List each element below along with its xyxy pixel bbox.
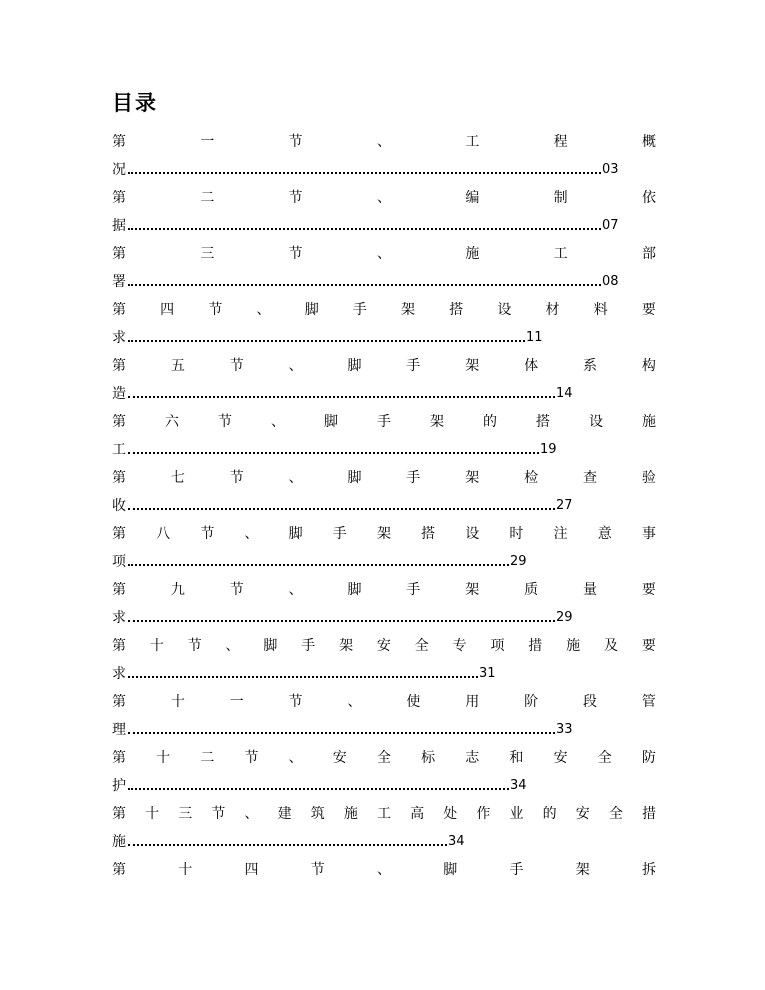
toc-heading-char: 、 — [288, 470, 303, 486]
toc-dot-leader — [126, 548, 510, 576]
toc-heading-char: 三 — [178, 806, 193, 822]
toc-heading-char: 第 — [112, 190, 126, 206]
toc-heading-char: 节 — [229, 358, 244, 374]
toc-entry[interactable] — [112, 576, 656, 632]
toc-heading-char: 筑 — [310, 806, 325, 822]
toc-heading-char: 段 — [583, 694, 597, 710]
toc-heading-char: 第 — [112, 750, 126, 766]
toc-heading-char: 搭 — [449, 302, 464, 318]
toc-heading-char: 第 — [112, 302, 126, 318]
toc-heading-char: 施 — [465, 246, 480, 262]
toc-entry-heading — [112, 576, 656, 604]
toc-heading-char: 要 — [641, 302, 656, 318]
toc-heading-char: 全 — [376, 750, 391, 766]
toc-entry-last-char: 理 — [112, 722, 126, 738]
toc-entry-leader-line — [112, 660, 656, 688]
toc-heading-char: 体 — [524, 358, 539, 374]
toc-heading-char: 三 — [200, 246, 215, 262]
toc-dot-leader — [126, 380, 556, 408]
toc-entry-leader-line — [112, 828, 656, 856]
toc-heading-char: 第 — [112, 806, 126, 822]
toc-heading-char: 脚 — [304, 302, 319, 318]
toc-dot-leader — [126, 604, 556, 632]
toc-heading-char: 、 — [244, 806, 259, 822]
toc-heading-char: 措 — [528, 638, 543, 654]
toc-heading-char: 四 — [244, 862, 259, 878]
toc-heading-char: 架 — [575, 862, 590, 878]
toc-heading-char: 工 — [465, 134, 480, 150]
toc-entry-heading — [112, 744, 656, 772]
toc-page-number: 19 — [540, 442, 557, 457]
toc-heading-char: 手 — [332, 526, 347, 542]
toc-heading-char: 量 — [583, 582, 597, 598]
toc-heading-char: 十 — [149, 638, 164, 654]
toc-entry[interactable] — [112, 632, 656, 688]
toc-heading-char: 用 — [465, 694, 480, 710]
toc-entry-heading — [112, 352, 656, 380]
toc-heading-char: 七 — [170, 470, 185, 486]
toc-heading-char: 及 — [603, 638, 618, 654]
toc-page-number: 31 — [479, 666, 496, 681]
toc-heading-char: 作 — [476, 806, 491, 822]
toc-entry-last-char: 据 — [112, 218, 126, 234]
toc-entry[interactable] — [112, 688, 656, 744]
toc-dot-leader — [126, 772, 510, 800]
toc-heading-char: 第 — [112, 414, 126, 430]
toc-heading-char: 施 — [642, 414, 656, 430]
toc-dot-leader — [126, 828, 448, 856]
toc-heading-char: 第 — [112, 638, 126, 654]
toc-heading-char: 架 — [430, 414, 444, 430]
toc-heading-char: 时 — [509, 526, 524, 542]
toc-entry-heading — [112, 296, 656, 324]
toc-heading-char: 、 — [244, 526, 259, 542]
toc-heading-char: 材 — [545, 302, 560, 318]
toc-entry-leader-line — [112, 492, 656, 520]
toc-heading-char: 六 — [165, 414, 179, 430]
toc-heading-char: 第 — [112, 694, 126, 710]
toc-entry[interactable] — [112, 184, 656, 240]
toc-page-number: 27 — [556, 498, 573, 513]
toc-dot-leader — [126, 436, 540, 464]
toc-entry-heading — [112, 464, 656, 492]
toc-list — [112, 128, 656, 912]
toc-entry-heading — [112, 800, 656, 828]
toc-heading-char: 部 — [641, 246, 656, 262]
toc-heading-char: 高 — [410, 806, 425, 822]
toc-heading-char: 第 — [112, 134, 126, 150]
toc-heading-char: 安 — [376, 638, 391, 654]
toc-entry-last-char: 项 — [112, 554, 126, 570]
toc-heading-char: 节 — [211, 806, 226, 822]
toc-heading-char: 架 — [401, 302, 416, 318]
toc-heading-char: 全 — [597, 750, 612, 766]
toc-entry-leader-line — [112, 716, 656, 744]
toc-heading-char: 全 — [414, 638, 429, 654]
toc-page-number: 29 — [556, 610, 573, 625]
toc-heading-char: 八 — [156, 526, 171, 542]
toc-heading-char: 十 — [170, 694, 185, 710]
toc-page-number: 14 — [556, 386, 573, 401]
toc-heading-char: 第 — [112, 582, 126, 598]
toc-heading-char: 第 — [112, 246, 126, 262]
toc-heading-char: 节 — [288, 694, 303, 710]
toc-entry-heading — [112, 128, 656, 156]
toc-heading-char: 二 — [200, 190, 215, 206]
toc-heading-char: 节 — [288, 246, 303, 262]
toc-heading-char: 第 — [112, 862, 126, 878]
toc-heading-char: 安 — [553, 750, 568, 766]
toc-entry[interactable] — [112, 352, 656, 408]
toc-heading-char: 架 — [465, 358, 480, 374]
toc-entry-leader-line — [112, 268, 656, 296]
toc-heading-char: 节 — [244, 750, 259, 766]
toc-heading-char: 手 — [377, 414, 391, 430]
toc-heading-char: 标 — [421, 750, 436, 766]
toc-heading-char: 手 — [301, 638, 316, 654]
toc-page-number: 08 — [602, 274, 619, 289]
toc-heading-char: 施 — [343, 806, 358, 822]
toc-heading-char: 要 — [641, 638, 656, 654]
toc-entry[interactable] — [112, 520, 656, 576]
toc-heading-char: 节 — [288, 190, 303, 206]
toc-heading-char: 节 — [229, 582, 244, 598]
toc-heading-char: 、 — [288, 358, 303, 374]
toc-heading-char: 节 — [229, 470, 244, 486]
toc-heading-char: 拆 — [642, 862, 656, 878]
toc-heading-char: 处 — [443, 806, 458, 822]
toc-heading-char: 设 — [497, 302, 512, 318]
toc-heading-char: 十 — [156, 750, 171, 766]
toc-entry-leader-line — [112, 436, 656, 464]
toc-heading-char: 的 — [542, 806, 557, 822]
toc-heading-char: 脚 — [288, 526, 303, 542]
toc-heading-char: 架 — [339, 638, 354, 654]
toc-dot-leader — [126, 716, 556, 744]
toc-heading-char: 的 — [483, 414, 497, 430]
toc-entry-leader-line — [112, 380, 656, 408]
toc-heading-char: 九 — [170, 582, 185, 598]
toc-heading-char: 、 — [288, 750, 303, 766]
toc-heading-char: 节 — [218, 414, 232, 430]
toc-heading-char: 架 — [376, 526, 391, 542]
toc-heading-char: 五 — [170, 358, 185, 374]
toc-entry-heading — [112, 408, 656, 436]
toc-dot-leader — [126, 212, 602, 240]
toc-heading-char: 十 — [178, 862, 193, 878]
toc-entry[interactable] — [112, 744, 656, 800]
toc-heading-char: 防 — [641, 750, 656, 766]
toc-entry-heading — [112, 184, 656, 212]
toc-entry-last-char: 况 — [112, 162, 126, 178]
toc-heading-char: 、 — [347, 694, 362, 710]
toc-heading-char: 架 — [465, 470, 480, 486]
toc-entry-last-char: 施 — [112, 834, 126, 850]
toc-heading-char: 手 — [509, 862, 524, 878]
toc-heading-char: 、 — [256, 302, 271, 318]
toc-heading-char: 脚 — [347, 470, 362, 486]
toc-heading-char: 检 — [524, 470, 539, 486]
toc-dot-leader — [126, 492, 556, 520]
toc-heading-char: 查 — [583, 470, 597, 486]
toc-heading-char: 系 — [583, 358, 597, 374]
toc-heading-char: 第 — [112, 526, 126, 542]
toc-heading-char: 一 — [229, 694, 244, 710]
toc-heading-char: 工 — [377, 806, 391, 822]
toc-entry-leader-line — [112, 324, 656, 352]
toc-heading-char: 管 — [641, 694, 656, 710]
toc-heading-char: 第 — [112, 470, 126, 486]
toc-entry[interactable] — [112, 296, 656, 352]
toc-dot-leader — [126, 156, 602, 184]
toc-entry-last-char: 护 — [112, 778, 126, 794]
toc-entry[interactable] — [112, 800, 656, 856]
toc-heading-char: 料 — [593, 302, 608, 318]
toc-heading-char: 十 — [145, 806, 160, 822]
toc-heading-char: 设 — [465, 526, 480, 542]
toc-heading-char: 、 — [377, 862, 391, 878]
toc-entry[interactable] — [112, 856, 656, 912]
toc-heading-char: 意 — [597, 526, 612, 542]
toc-heading-char: 脚 — [347, 358, 362, 374]
toc-entry[interactable] — [112, 128, 656, 184]
toc-heading-char: 节 — [187, 638, 202, 654]
toc-heading-char: 依 — [641, 190, 656, 206]
toc-page-number: 34 — [510, 778, 527, 793]
toc-heading-char: 脚 — [443, 862, 458, 878]
toc-entry-last-char: 求 — [112, 610, 126, 626]
toc-heading-char: 第 — [112, 358, 126, 374]
toc-heading-char: 制 — [553, 190, 568, 206]
toc-dot-leader — [126, 324, 526, 352]
toc-entry-leader-line — [112, 212, 656, 240]
toc-entry-leader-line — [112, 548, 656, 576]
toc-heading-char: 施 — [566, 638, 581, 654]
toc-title: 目录 — [112, 91, 158, 115]
toc-heading-char: 构 — [641, 358, 656, 374]
toc-heading-char: 要 — [641, 582, 656, 598]
toc-heading-char: 脚 — [263, 638, 278, 654]
toc-entry-last-char: 求 — [112, 666, 126, 682]
toc-entry[interactable] — [112, 240, 656, 296]
toc-heading-char: 注 — [553, 526, 568, 542]
toc-heading-char: 验 — [641, 470, 656, 486]
toc-heading-char: 节 — [200, 526, 215, 542]
toc-entry-leader-line — [112, 772, 656, 800]
toc-heading-char: 节 — [208, 302, 223, 318]
toc-heading-char: 、 — [271, 414, 285, 430]
toc-heading-char: 概 — [641, 134, 656, 150]
toc-heading-char: 架 — [465, 582, 480, 598]
toc-heading-char: 质 — [524, 582, 539, 598]
toc-entry[interactable] — [112, 464, 656, 520]
toc-entry-leader-line — [112, 156, 656, 184]
toc-heading-char: 安 — [332, 750, 347, 766]
toc-heading-char: 手 — [406, 470, 421, 486]
toc-page-number: 34 — [448, 834, 465, 849]
toc-heading-char: 手 — [406, 358, 421, 374]
toc-heading-char: 搭 — [536, 414, 550, 430]
toc-entry-heading — [112, 632, 656, 660]
toc-page-number: 03 — [602, 162, 619, 177]
toc-heading-char: 脚 — [347, 582, 362, 598]
toc-heading-char: 业 — [509, 806, 524, 822]
toc-page-number: 29 — [510, 554, 527, 569]
toc-heading-char: 工 — [553, 246, 568, 262]
toc-entry-heading — [112, 240, 656, 268]
toc-entry-last-char: 署 — [112, 274, 126, 290]
toc-heading-char: 和 — [509, 750, 524, 766]
toc-heading-char: 志 — [465, 750, 480, 766]
toc-heading-char: 阶 — [524, 694, 539, 710]
toc-heading-char: 编 — [465, 190, 480, 206]
toc-heading-char: 专 — [452, 638, 467, 654]
toc-heading-char: 一 — [200, 134, 215, 150]
toc-entry-last-char: 工 — [112, 442, 126, 458]
toc-heading-char: 四 — [160, 302, 175, 318]
toc-heading-char: 二 — [200, 750, 215, 766]
toc-heading-char: 、 — [376, 134, 391, 150]
toc-heading-char: 设 — [589, 414, 603, 430]
toc-entry-heading — [112, 688, 656, 716]
toc-dot-leader — [126, 660, 479, 688]
toc-heading-char: 手 — [352, 302, 367, 318]
toc-heading-char: 、 — [376, 246, 391, 262]
toc-entry-heading — [112, 520, 656, 548]
toc-heading-char: 项 — [490, 638, 505, 654]
toc-entry-leader-line — [112, 604, 656, 632]
toc-heading-char: 、 — [376, 190, 391, 206]
toc-heading-char: 、 — [225, 638, 240, 654]
toc-heading-char: 安 — [575, 806, 590, 822]
toc-entry-last-char: 收 — [112, 498, 126, 514]
toc-heading-char: 搭 — [421, 526, 436, 542]
toc-heading-char: 、 — [288, 582, 303, 598]
toc-entry-last-char: 求 — [112, 330, 126, 346]
toc-page-number: 11 — [526, 330, 543, 345]
toc-page-number: 33 — [556, 722, 573, 737]
toc-heading-char: 全 — [608, 806, 623, 822]
toc-heading-char: 程 — [553, 134, 568, 150]
toc-heading-char: 事 — [641, 526, 656, 542]
toc-dot-leader — [126, 268, 602, 296]
toc-heading-char: 措 — [642, 806, 656, 822]
toc-entry-heading — [112, 856, 656, 884]
toc-heading-char: 建 — [277, 806, 292, 822]
toc-entry-last-char: 造 — [112, 386, 126, 402]
toc-heading-char: 手 — [406, 582, 421, 598]
toc-heading-char: 脚 — [324, 414, 338, 430]
toc-heading-char: 节 — [288, 134, 303, 150]
toc-heading-char: 节 — [310, 862, 325, 878]
toc-page-number: 07 — [602, 218, 619, 233]
toc-heading-char: 使 — [406, 694, 421, 710]
toc-entry[interactable] — [112, 408, 656, 464]
